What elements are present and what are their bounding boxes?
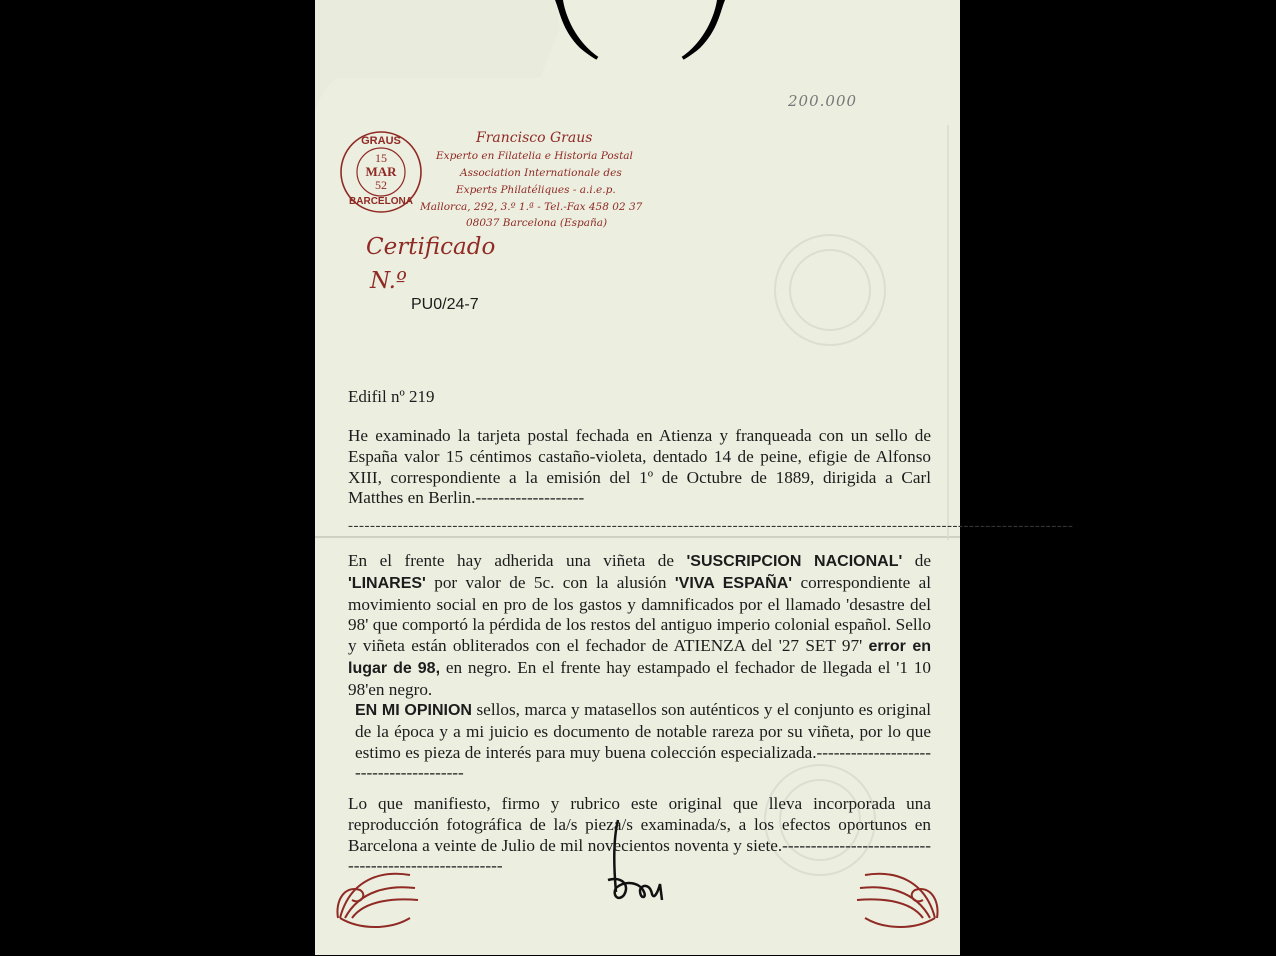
paragraph-closing: Lo que manifiesto, firmo y rubrico este original que lleva incorporada una reproducción fotográfica de la/s pieza/s examinada/s, a los efectos oportunos en Barcelona a veinte de Julio de mil novecientos noventa y siete.----------------------------------------------------- [348, 794, 931, 876]
p2-bold-4: error en lugar de 98, [348, 638, 932, 677]
edifil-number: Edifil nº 219 [348, 387, 435, 406]
letterhead-line2: Association Internationale des [460, 167, 622, 179]
p2-bold-2: 'LINARES' [348, 574, 426, 592]
certificate-number: PU0/24-7 [411, 296, 479, 313]
postmark-year: 52 [375, 178, 387, 192]
p2-text-3: por valor de 5c. con la alusión [425, 572, 675, 592]
p2-text-1: En el frente hay adherida una viñeta de [348, 551, 687, 570]
letterhead-line4: Mallorca, 292, 3.º 1.ª - Tel.-Fax 458 02 37 [420, 201, 643, 213]
pencil-note: 200.000 [788, 92, 858, 110]
p2-text-5: en negro. En el frente hay estampado el fechador de llegada el '1 10 98'en negro. [348, 657, 931, 699]
paragraph-description [348, 551, 931, 701]
p2-text-4: correspondiente al movimiento social en pro de los gastos y damnificados por el llamado 'desastre del 98' que comportó la pérdida de los restos del antiguo imperio colonial español. Sello y viñeta están obliterados con el fechador de ATIENZA del '27 SET 97' [348, 572, 932, 656]
letterhead-line1: Experto en Filatelia e Historia Postal [436, 150, 633, 162]
p3-bold-1: EN MI OPINION [355, 702, 472, 719]
p2-text-2: de [902, 551, 931, 570]
paragraph-examination: He examinado la tarjeta postal fechada en Atienza y franqueada con un sello de España valor 15 céntimos castaño-violeta, dentado 14 de peine, efigie de Alfonso XIII, correspondiente a la emisión del 1º de Octubre de 1889, dirigida a Carl Matthes en Berlin.------------------- [348, 426, 931, 508]
letterhead-line3: Experts Philatéliques - a.i.e.p. [456, 184, 616, 196]
postmark-top-text: GRAUS [361, 135, 401, 147]
p2-bold-1: 'SUSCRIPCION NACIONAL' [686, 553, 903, 570]
postmark-month: MAR [365, 164, 397, 179]
postmark-day: 15 [375, 151, 387, 165]
certificate-label: Certificado [366, 234, 496, 260]
letterhead-line5: 08037 Barcelona (España) [466, 217, 608, 229]
certificate-number-label: N.º [370, 268, 407, 294]
dash-line-fold: ------------------------------------------------------------------------------------------------------------------------------------ [348, 518, 1074, 534]
letterhead-name: Francisco Graus [476, 130, 593, 146]
postmark-bottom-text: BARCELONA [349, 196, 413, 207]
p3-text-1: sellos, marca y matasellos son auténticos y el conjunto es original de la época y a mi juicio es documento de notable rareza por su viñeta, por lo que estimo es pieza de interés para muy buena colección especializada.--------------------------------------- [355, 700, 931, 783]
p2-bold-3: 'VIVA ESPAÑA' [674, 574, 793, 592]
paragraph-opinion [355, 700, 931, 784]
